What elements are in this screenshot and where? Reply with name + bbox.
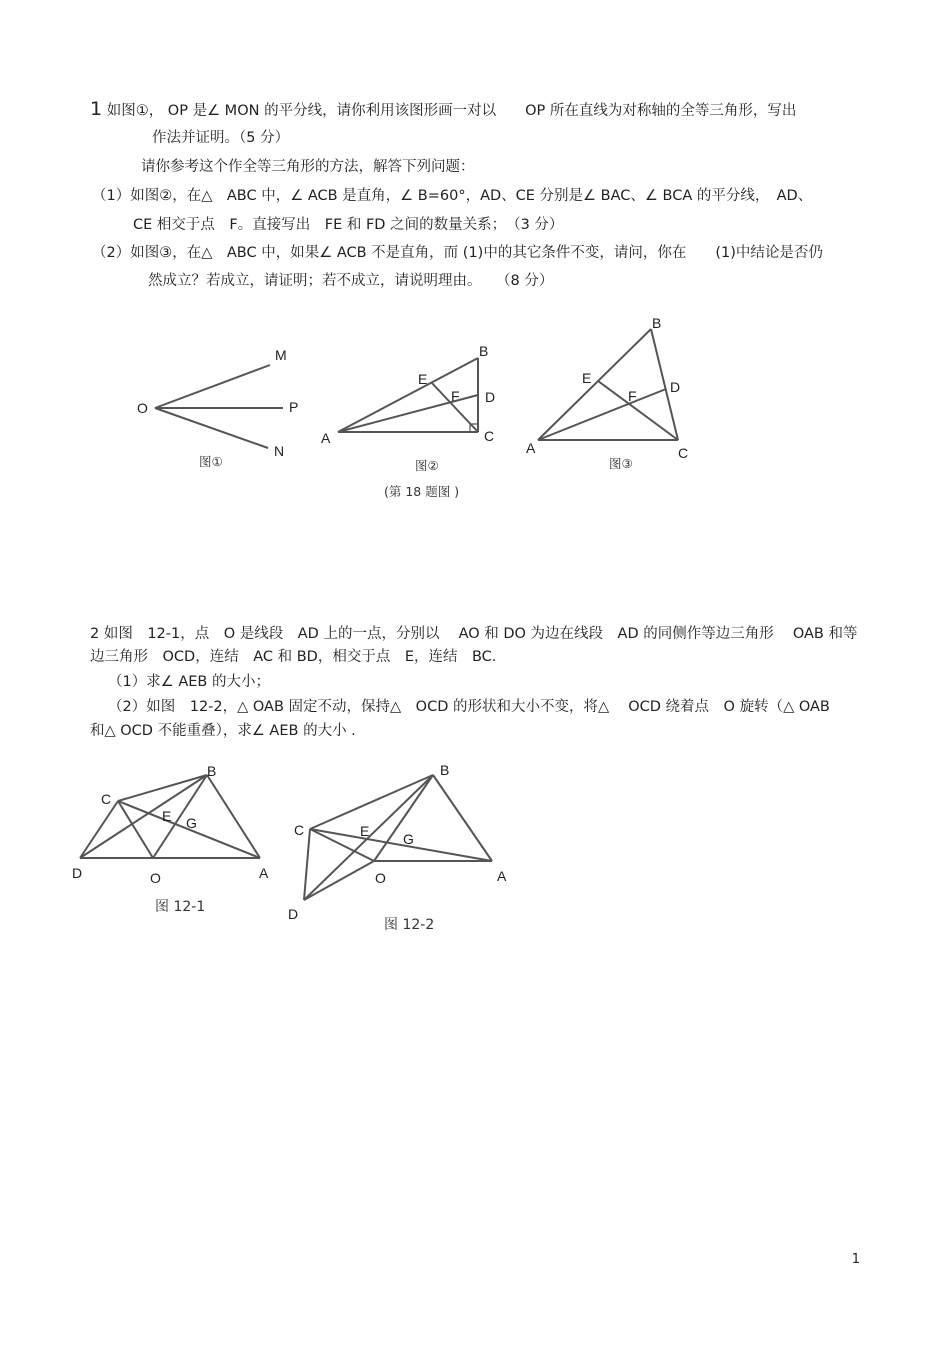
fig12-1-label-g: G xyxy=(186,815,197,831)
fig12-2-label-o: O xyxy=(375,870,386,886)
fig12-1-caption: 图 12-1 xyxy=(155,899,206,915)
fig3-label-e: E xyxy=(582,370,592,386)
fig2-label-b: B xyxy=(479,343,489,359)
side-ba xyxy=(207,775,260,858)
q1-line5: CE 相交于点 F。直接写出 FE 和 FD 之间的数量关系； （3 分） xyxy=(133,217,564,233)
fig2-caption: 图② xyxy=(415,458,439,473)
fig1-label-n: N xyxy=(274,443,285,459)
fig1-label-o: O xyxy=(137,400,148,416)
fig12-2-label-g: G xyxy=(403,831,414,847)
fig2-label-f: F xyxy=(451,388,460,404)
side-cd xyxy=(304,829,310,900)
fig12-2-label-e: E xyxy=(360,823,370,839)
segment-ca xyxy=(310,829,492,861)
fig2-label-c: C xyxy=(484,428,495,444)
fig12-1-label-d: D xyxy=(72,865,83,881)
fig12-2-label-b: B xyxy=(440,762,450,778)
fig3-label-a: A xyxy=(526,440,536,456)
fig3-label-f: F xyxy=(628,388,637,404)
fig3-label-b: B xyxy=(652,315,662,331)
page-number: 1 xyxy=(851,1252,860,1267)
fig12-1-label-a: A xyxy=(259,865,269,881)
fig1-label-p: P xyxy=(289,399,299,415)
q1-number: 1 xyxy=(90,98,103,120)
fig12-1-label-o: O xyxy=(150,870,161,886)
fig2-label-e: E xyxy=(418,371,428,387)
q1-line6: （2）如图③，在△ ABC 中，如果∠ ACB 不是直角，而 (1)中的其它条件不变，请问，你在 (1)中结论是否仍 xyxy=(92,245,823,261)
q2-line1: 2 如图 12-1，点 O 是线段 AD 上的一点，分别以 AO 和 DO 为边在线段 AD 的同侧作等边三角形 OAB 和等 xyxy=(90,626,858,642)
fig12-1-label-c: C xyxy=(101,791,112,807)
fig12-1-label-e: E xyxy=(162,808,172,824)
side-ba xyxy=(433,775,492,861)
q2-line3: （1）求∠ AEB 的大小； xyxy=(108,674,270,690)
fig2-label-a: A xyxy=(321,430,331,446)
q2-line5: 和△ OCD 不能重叠），求∠ AEB 的大小 . xyxy=(90,723,356,739)
fig1-label-m: M xyxy=(275,347,287,363)
fig12-2-label-a: A xyxy=(497,868,507,884)
fig12-2-label-c: C xyxy=(294,822,305,838)
side-dc xyxy=(80,801,118,858)
q2-line4: （2）如图 12-2，△ OAB 固定不动，保持△ OCD 的形状和大小不变，将△ OCD 绕着点 O 旋转（△ OAB xyxy=(108,699,830,715)
fig3-caption: 图③ xyxy=(609,456,633,471)
q1-line7: 然成立？若成立，请证明；若不成立，请说明理由。 （8 分） xyxy=(148,273,554,289)
fig3-label-c: C xyxy=(678,445,689,461)
q1-line1-text: 如图①， OP 是∠ MON 的平分线，请你利用该图形画一对以 OP 所在直线为对称轴的全等三角形，写出 xyxy=(106,103,797,119)
q1-line3: 请你参考这个作全等三角形的方法，解答下列问题： xyxy=(141,159,475,175)
q2-line2: 边三角形 OCD，连结 AC 和 BD，相交于点 E，连结 BC. xyxy=(90,649,497,665)
figure-12-2 xyxy=(304,775,492,900)
fig12-2-caption: 图 12-2 xyxy=(384,917,435,933)
fig12-1-label-b: B xyxy=(207,763,217,779)
fig12-2-label-d: D xyxy=(288,906,299,922)
q1-line4: （1）如图②，在△ ABC 中，∠ ACB 是直角，∠ B=60°，AD、CE 分别是∠ BAC、∠ BCA 的平分线， AD、 xyxy=(92,188,813,204)
fig1-caption: 图① xyxy=(199,454,223,469)
q1-line2: 作法并证明。（5 分） xyxy=(152,130,290,146)
fig-group-caption: (第 18 题图 ) xyxy=(384,484,460,499)
fig3-label-d: D xyxy=(670,379,681,395)
fig2-label-d: D xyxy=(485,389,496,405)
